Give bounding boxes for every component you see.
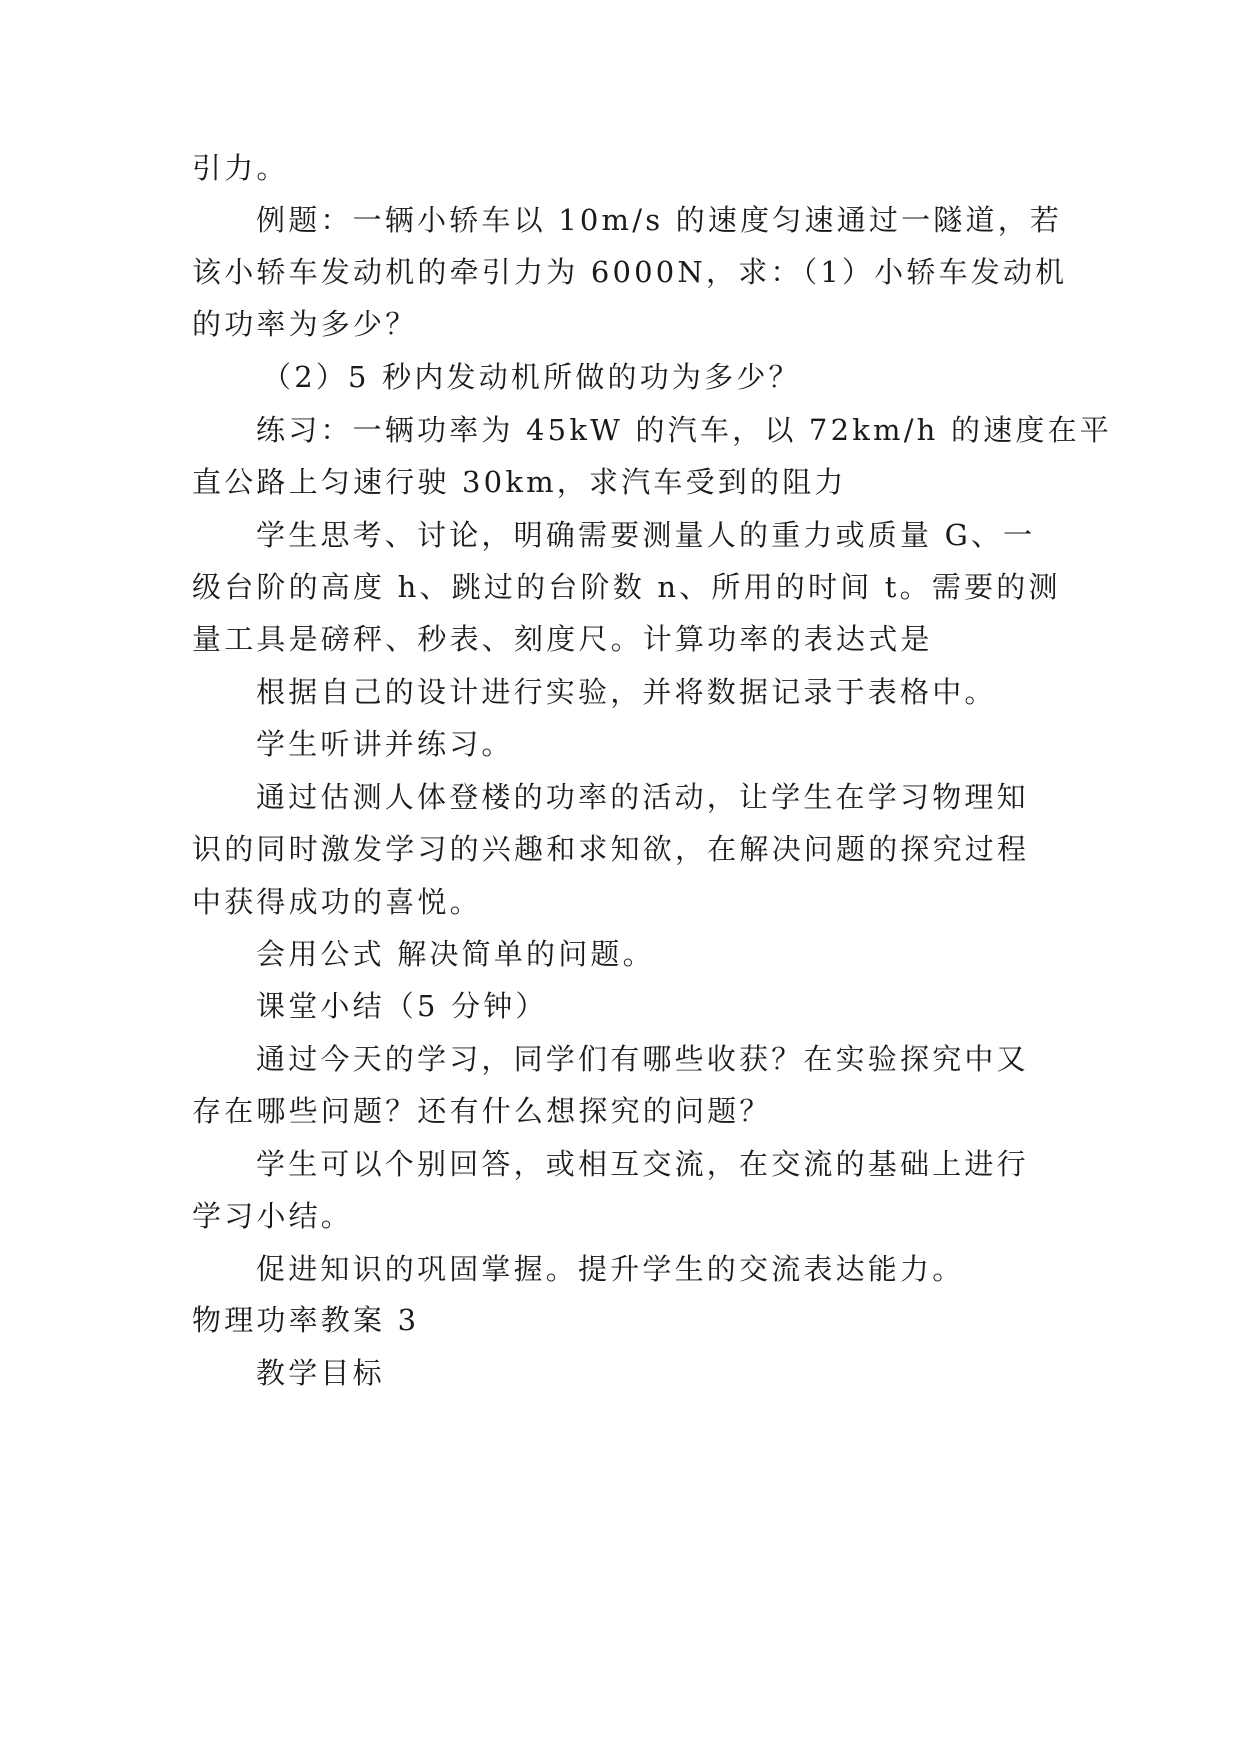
text-line-5: （2）5 秒内发动机所做的功为多少？: [262, 360, 801, 394]
text-line-20: 学生可以个别回答，或相互交流，在交流的基础上进行: [256, 1147, 1029, 1181]
text-line-19: 存在哪些问题？还有什么想探究的问题？: [192, 1094, 772, 1128]
text-line-12: 学生听讲并练习。: [256, 727, 514, 761]
text-line-21: 学习小结。: [192, 1199, 354, 1233]
text-line-4: 的功率为多少？: [192, 307, 418, 341]
text-line-3: 该小轿车发动机的牵引力为 6000N，求：（1）小轿车发动机: [192, 255, 1068, 289]
text-line-14: 识的同时激发学习的兴趣和求知欲，在解决问题的探究过程: [192, 832, 1030, 866]
text-line-13: 通过估测人体登楼的功率的活动，让学生在学习物理知: [256, 780, 1029, 814]
text-line-6: 练习：一辆功率为 45kW 的汽车，以 72km/h 的速度在平: [256, 413, 1112, 447]
section-heading: 物理功率教案 3: [192, 1303, 420, 1337]
text-line-18: 通过今天的学习，同学们有哪些收获？在实验探究中又: [256, 1042, 1029, 1076]
text-line-10: 量工具是磅秤、秒表、刻度尺。计算功率的表达式是: [192, 622, 933, 656]
text-line-2: 例题：一辆小轿车以 10m/s 的速度匀速通过一隧道，若: [256, 203, 1063, 237]
text-line-16: 会用公式 解决简单的问题。: [256, 937, 655, 971]
text-line-11: 根据自己的设计进行实验，并将数据记录于表格中。: [256, 675, 997, 709]
subsection-heading: 教学目标: [256, 1356, 385, 1390]
text-line-15: 中获得成功的喜悦。: [192, 885, 482, 919]
text-line-1: 引力。: [192, 151, 289, 185]
text-line-22: 促进知识的巩固掌握。提升学生的交流表达能力。: [256, 1252, 965, 1286]
text-line-17: 课堂小结（5 分钟）: [256, 989, 548, 1023]
text-line-8: 学生思考、讨论，明确需要测量人的重力或质量 G、一: [256, 518, 1036, 552]
text-line-7: 直公路上匀速行驶 30km，求汽车受到的阻力: [192, 465, 847, 499]
text-line-9: 级台阶的高度 h、跳过的台阶数 n、所用的时间 t。需要的测: [192, 570, 1061, 604]
